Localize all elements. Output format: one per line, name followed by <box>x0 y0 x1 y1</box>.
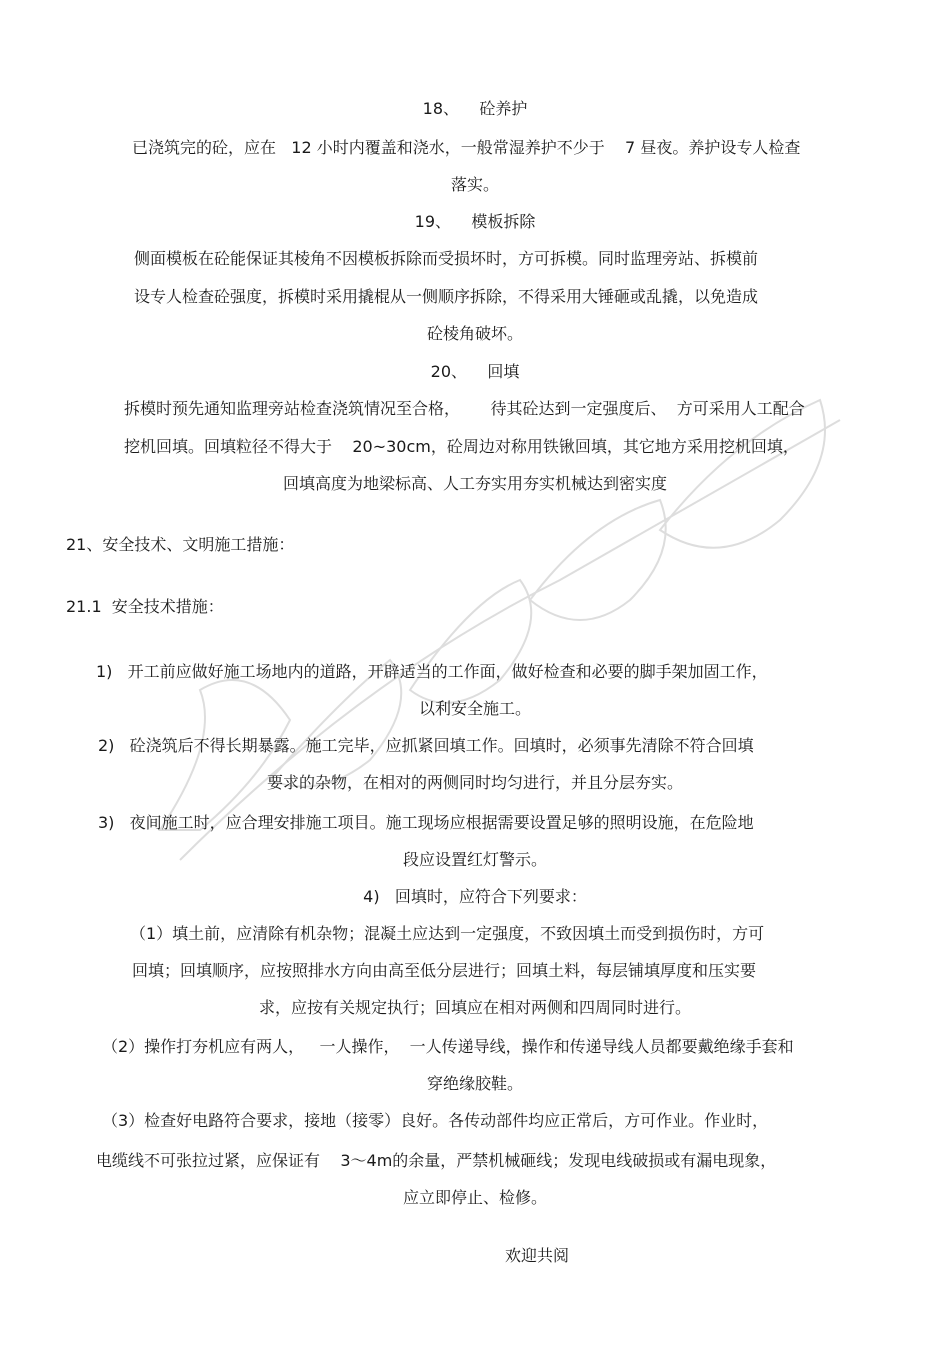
sub-item-3-line-3: 应立即停止、检修。 <box>402 1188 547 1207</box>
list-item-2-line-2: 要求的杂物，在相对的两侧同时均匀进行，并且分层夯实。 <box>266 773 683 792</box>
footer-text: 欢迎共阅 <box>505 1246 570 1265</box>
sub-item-1-line-1: （1）填土前，应清除有机杂物；混凝土应达到一定强度，不致因填土而受到损伤时，方可 <box>130 924 765 943</box>
list-item-3-line-2: 段应设置红灯警示。 <box>402 850 547 869</box>
section-21-1-heading: 21.1 安全技术措施： <box>66 597 224 616</box>
sub-item-3-line-1: （3）检查好电路符合要求，接地（接零）良好。各传动部件均应正常后，方可作业。作业时， <box>102 1111 769 1130</box>
section-19-line-1: 侧面模板在砼能保证其棱角不因模板拆除而受损坏时，方可拆模。同时监理旁站、拆模前 <box>134 249 759 268</box>
section-19-heading: 19、 模板拆除 <box>414 212 536 231</box>
list-item-1-line-2: 以利安全施工。 <box>418 699 531 718</box>
sub-item-1-line-2: 回填；回填顺序，应按照排水方向由高至低分层进行；回填土料，每层铺填厚度和压实要 <box>132 961 757 980</box>
list-item-2-line-1: 2) 砼浇筑后不得长期暴露。施工完毕，应抓紧回填工作。回填时，必须事先清除不符合回填 <box>98 736 754 755</box>
section-21-heading: 21、安全技术、文明施工措施： <box>66 535 295 554</box>
section-20-line-1: 拆模时预先通知监理旁站检查浇筑情况至合格， 待其砼达到一定强度后、 方可采用人工配合 <box>124 399 805 418</box>
list-item-4: 4) 回填时，应符合下列要求： <box>363 887 587 906</box>
list-item-3-line-1: 3) 夜间施工时，应合理安排施工项目。施工现场应根据需要设置足够的照明设施，在危险地 <box>98 813 754 832</box>
sub-item-3-line-2: 电缆线不可张拉过紧，应保证有 3～4m的余量，严禁机械砸线；发现电线破损或有漏电现象， <box>96 1151 777 1170</box>
section-19-line-2: 设专人检查砼强度，拆模时采用撬棍从一侧顺序拆除，不得采用大锤砸或乱撬，以免造成 <box>134 287 759 306</box>
section-18-line-2: 落实。 <box>450 175 499 194</box>
sub-item-2-line-2: 穿绝缘胶鞋。 <box>426 1074 523 1093</box>
section-18-heading: 18、 砼养护 <box>422 99 528 118</box>
section-19-line-3: 砼棱角破坏。 <box>426 324 523 343</box>
section-20-line-3: 回填高度为地梁标高、人工夯实用夯实机械达到密实度 <box>282 474 667 493</box>
section-20-heading: 20、 回填 <box>430 362 520 381</box>
section-18-line-1: 已浇筑完的砼，应在 12 小时内覆盖和浇水，一般常湿养护不少于 7 昼夜。养护设专人检查 <box>132 138 801 157</box>
section-20-line-2: 挖机回填。回填粒径不得大于 20~30cm，砼周边对称用铁锹回填，其它地方采用挖机回填， <box>124 437 799 456</box>
sub-item-1-line-3: 求，应按有关规定执行；回填应在相对两侧和四周同时进行。 <box>258 998 691 1017</box>
sub-item-2-line-1: （2）操作打夯机应有两人， 一人操作， 一人传递导线，操作和传递导线人员都要戴绝缘手套和 <box>102 1037 794 1056</box>
list-item-1-line-1: 1) 开工前应做好施工场地内的道路，开辟适当的工作面，做好检查和必要的脚手架加固工作， <box>96 662 768 681</box>
